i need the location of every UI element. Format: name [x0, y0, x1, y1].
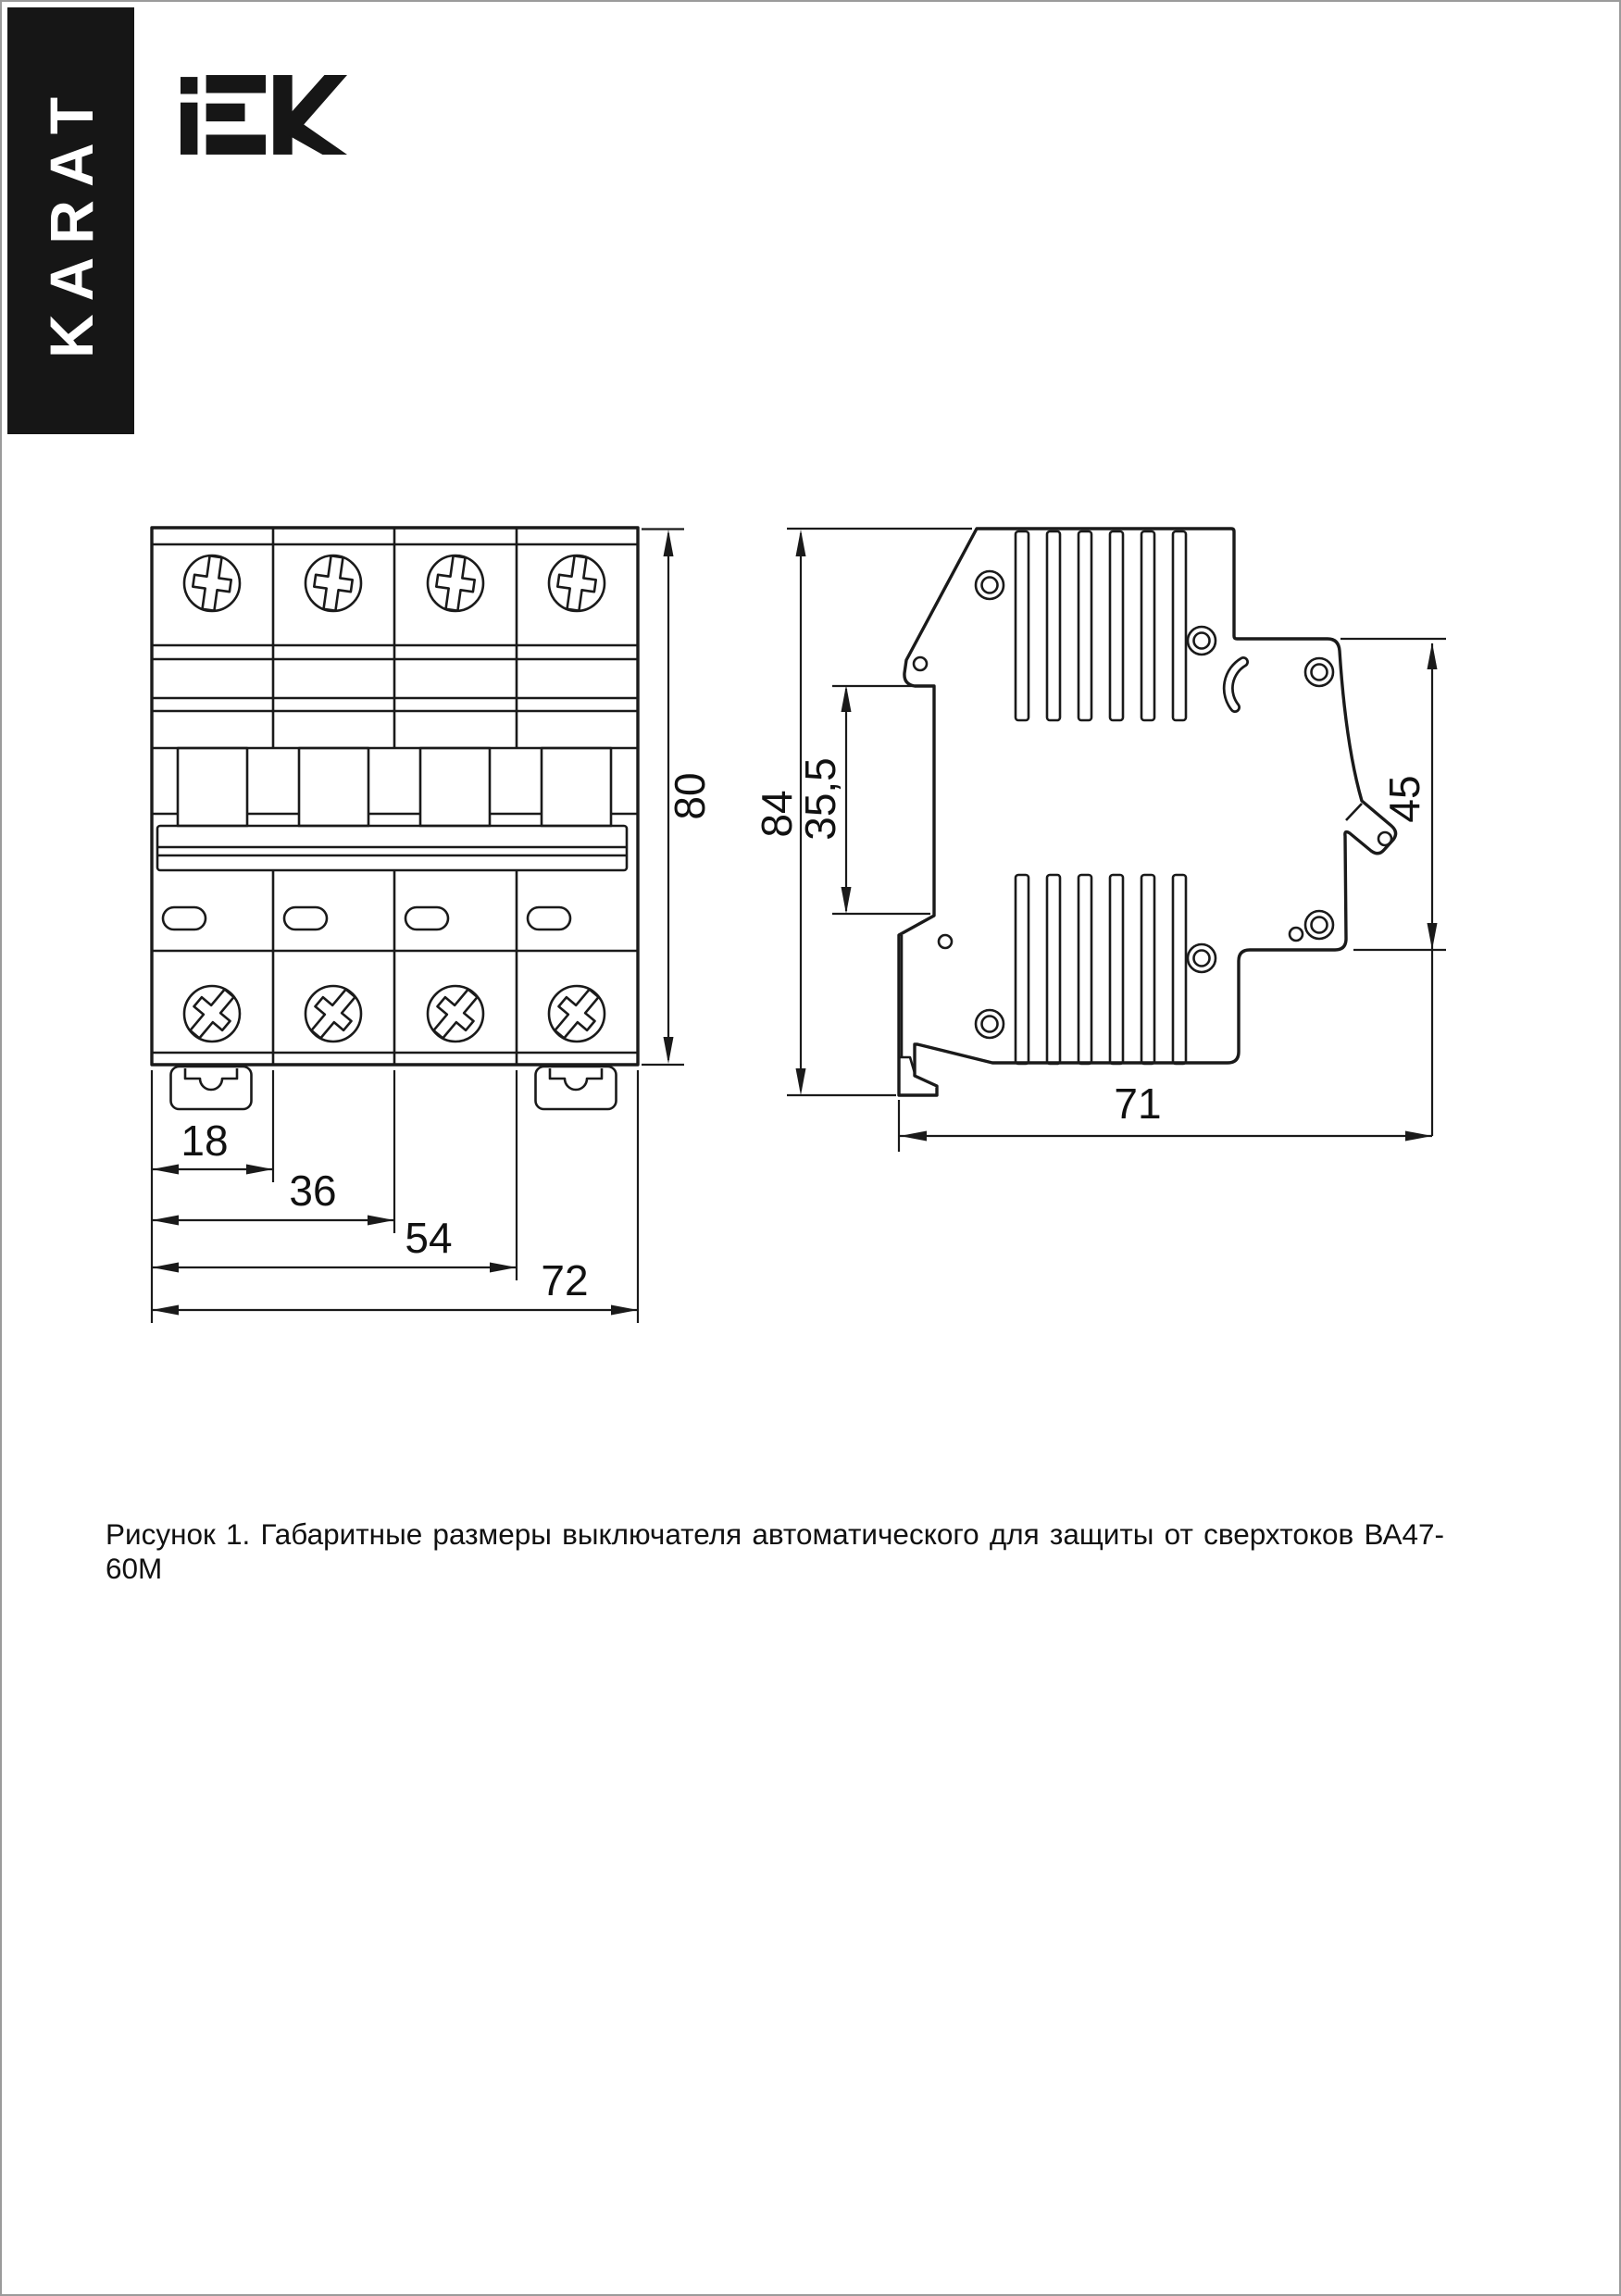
dim-label-36: 36	[289, 1167, 337, 1215]
dimension-drawing	[2, 2, 1621, 2296]
lever-hole	[1378, 832, 1391, 845]
pin-hole	[914, 657, 927, 670]
breaker-side-profile	[899, 529, 1396, 1095]
dim-label-35-5: 35,5	[796, 757, 845, 841]
toggle-lever	[152, 748, 638, 826]
side-view-drawing	[899, 529, 1396, 1095]
pin-hole	[939, 935, 952, 948]
karat-banner-label: KARAT	[36, 83, 106, 358]
crescent-slot	[1228, 662, 1243, 707]
figure-caption: Рисунок 1. Габаритные размеры выключателя автоматического для защиты от сверхтоков ВА47-60М	[106, 1517, 1444, 1585]
dim-label-45: 45	[1380, 775, 1429, 823]
dim-label-18: 18	[181, 1117, 229, 1165]
tie-bar	[157, 826, 627, 870]
pole-dividers	[273, 528, 517, 1065]
dim-label-54: 54	[405, 1214, 453, 1262]
side-view-dimensions	[787, 529, 1446, 1152]
label-windows	[163, 907, 570, 930]
dim-label-72: 72	[541, 1256, 589, 1304]
dim-label-71: 71	[1114, 1079, 1162, 1128]
front-view-dimensions	[152, 530, 684, 1324]
dim-label-84: 84	[753, 790, 802, 838]
dim-label-80: 80	[666, 772, 715, 820]
pin-hole	[1290, 928, 1303, 941]
front-view-drawing	[152, 528, 638, 1109]
